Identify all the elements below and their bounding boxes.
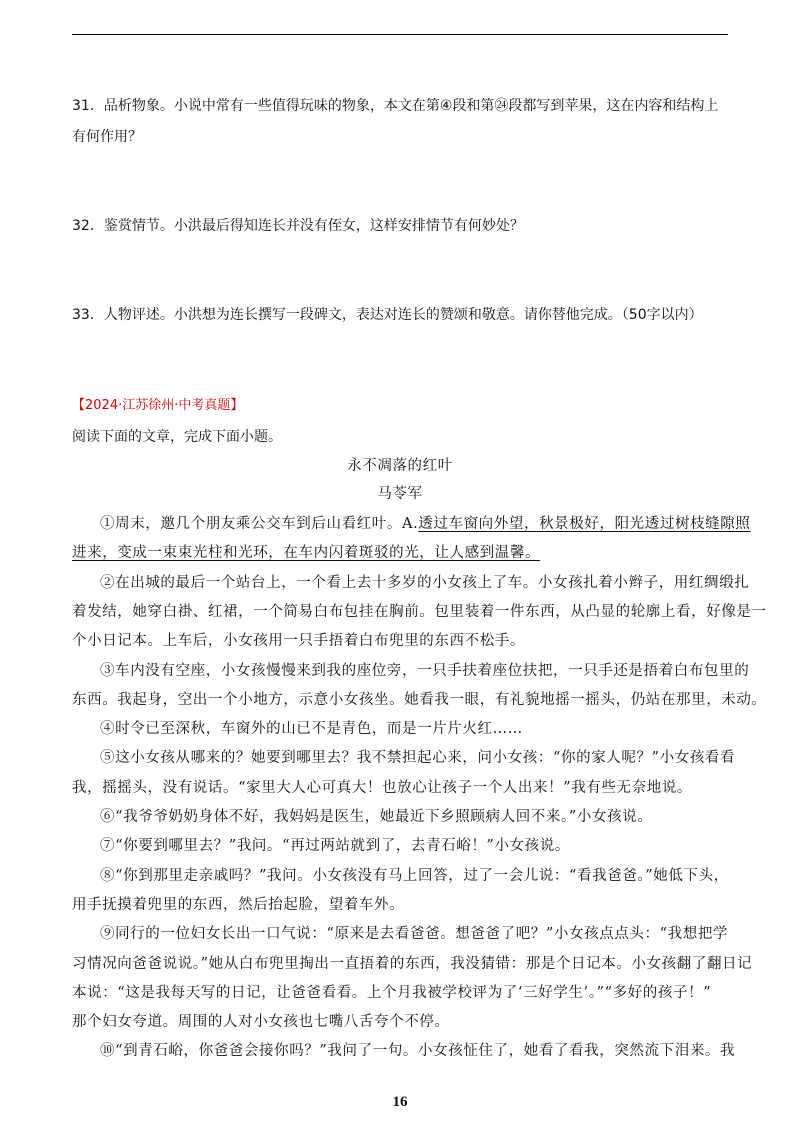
article-text: ①周末，邀几个朋友乘公交车到后山看红叶。A. bbox=[100, 516, 419, 532]
article-text: ③车内没有空座，小女孩慢慢来到我的座位旁，一只手扶着座位扶把，一只手还是捂着白布包里的 bbox=[100, 662, 750, 679]
article-line bbox=[72, 895, 728, 915]
underlined-text: 透过车窗向外望，秋景极好，阳光透过树枝缝隙照 bbox=[418, 516, 751, 532]
article-line bbox=[72, 954, 753, 974]
article-line bbox=[100, 807, 728, 827]
article-title: 永不凋落的红叶 bbox=[347, 458, 453, 474]
article-text: 东西。我起身，空出一个小地方，示意小女孩坐。她看我一眼，有礼貌地摇一摇头，仍站在那里，未动。 bbox=[72, 691, 767, 708]
article-author: 马苓军 bbox=[377, 486, 423, 502]
article-text: ⑩“到青石峪，你爸爸会接你吗？”我问了一句。小女孩怔住了，她看了看我，突然流下泪来。我 bbox=[100, 1043, 736, 1060]
article-line bbox=[100, 514, 751, 534]
article-text: 用手抚摸着兜里的东西，然后抬起脸，望着车外。 bbox=[72, 896, 405, 913]
page-number: 16 bbox=[392, 1094, 408, 1110]
article-text: ⑤这小女孩从哪来的？她要到哪里去？我不禁担起心来，问小女孩：“你的家人呢？”小女孩看看 bbox=[100, 750, 736, 767]
question-31-line-2: 有何作用？ bbox=[72, 129, 142, 145]
article-line bbox=[100, 1041, 736, 1061]
article-text: ⑨同行的一位妇女长出一口气说：“原来是去看爸爸。想爸爸了吧？”小女孩点点头：“我想把学 bbox=[100, 926, 729, 943]
article-line bbox=[100, 719, 728, 739]
question-32: 32．鉴赏情节。小洪最后得知连长并没有侄女，这样安排情节有何妙处？ bbox=[72, 218, 524, 234]
underlined-text: 进来，变成一束束光柱和光环，在车内闪着斑驳的光，让人感到温馨。 bbox=[72, 545, 541, 562]
article-text: ④时令已至深秋，车窗外的山已不是青色，而是一片片火红…… bbox=[100, 721, 523, 738]
article-text: ⑥“我爷爷奶奶身体不好，我妈妈是医生，她最近下乡照顾病人回不来。”小女孩说。 bbox=[100, 809, 653, 825]
article-text: ②在出城的最后一个站台上，一个看上去十多岁的小女孩上了车。小女孩扎着小辫子，用红绸缎扎 bbox=[100, 574, 750, 591]
article-line bbox=[72, 543, 728, 563]
article-text: 我，摇摇头，没有说话。“家里大人心可真大！也放心让孩子一个人出来！”我有些无奈地说。 bbox=[72, 779, 693, 796]
header-rule bbox=[72, 34, 728, 35]
article-line bbox=[100, 748, 736, 768]
article-line bbox=[72, 1012, 728, 1032]
reading-instruction: 阅读下面的文章，完成下面小题。 bbox=[72, 429, 282, 445]
article-line bbox=[72, 983, 728, 1003]
article-line bbox=[72, 602, 767, 622]
article-line bbox=[72, 778, 728, 798]
article-line bbox=[100, 924, 728, 944]
article-text: 个小日记本。上车后，小女孩用一只手捂着白布兜里的东西不松手。 bbox=[72, 633, 525, 650]
source-tag: 【2024·江苏徐州·中考真题】 bbox=[72, 398, 244, 413]
article-line bbox=[100, 866, 728, 886]
article-line bbox=[100, 573, 750, 593]
article-text: 着发结，她穿白褂、红裙，一个简易白布包挂在胸前。包里装着一件东西，从凸显的轮廓上看，好像是一 bbox=[72, 603, 767, 620]
article-line bbox=[72, 631, 728, 651]
question-33: 33．人物评述。小洪想为连长撰写一段碑文，表达对连长的赞颂和敬意。请你替他完成。（50字以内） bbox=[72, 307, 703, 323]
article-text: ⑦“你要到哪里去？”我问。“再过两站就到了，去青石峪！”小女孩说。 bbox=[100, 838, 570, 855]
article-line bbox=[100, 836, 728, 856]
question-31-line-1: 31．品析物象。小说中常有一些值得玩味的物象，本文在第④段和第㉔段都写到苹果，这在内容和结构上 bbox=[72, 98, 719, 114]
article-text: ⑧“你到那里走亲戚吗？”我问。小女孩没有马上回答，过了一会儿说：“看我爸爸。”她低下头， bbox=[100, 867, 729, 884]
article-text: 那个妇女夸道。周围的人对小女孩也七嘴八舌夸个不停。 bbox=[72, 1014, 450, 1031]
article-text: 本说：“这是我每天写的日记，让爸爸看看。上个月我被学校评为了‘三好学生’。”“多好的孩子！” bbox=[72, 984, 712, 1001]
article-line bbox=[100, 661, 750, 681]
article-line bbox=[72, 690, 767, 710]
article-text: 习情况向爸爸说说。”她从白布兜里掏出一直捂着的东西，我没猜错：那是个日记本。小女孩翻了翻日记 bbox=[72, 955, 753, 972]
